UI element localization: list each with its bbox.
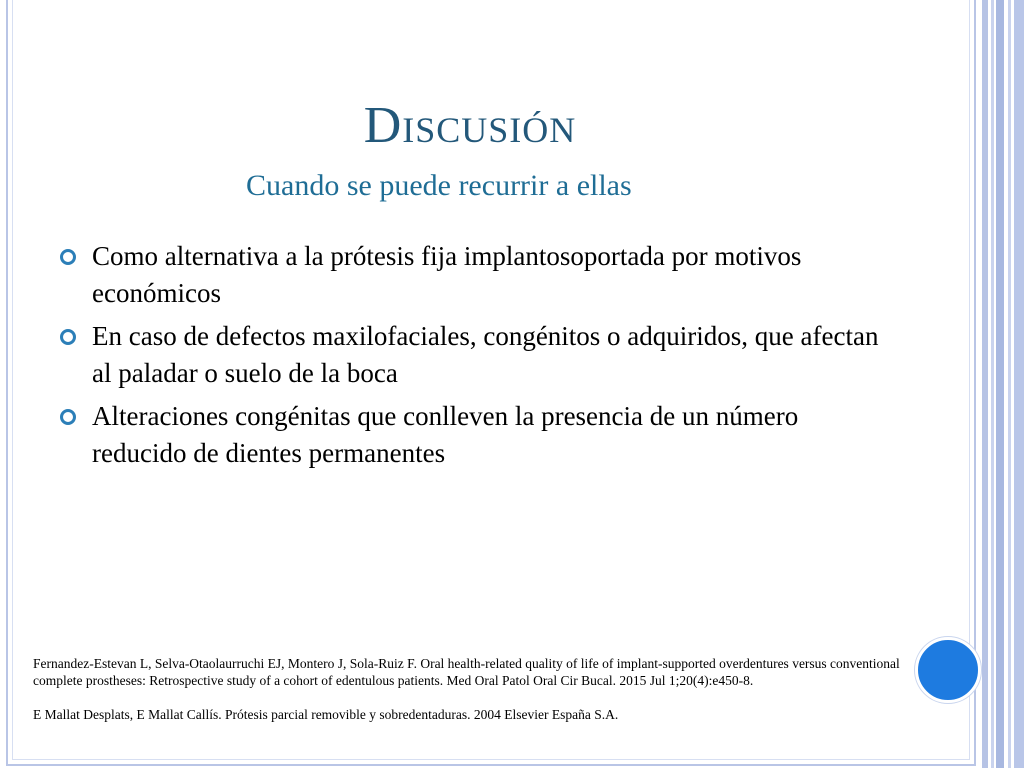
decorative-stripe <box>996 0 1004 768</box>
reference-item: Fernandez-Estevan L, Selva-Otaolaurruchi EJ, Montero J, Sola-Ruiz F. Oral health-related quality of life of implant-supported overdentures versus conventional complete prostheses: Retrospective study of a cohort of edentulous patients. Med Oral Patol Oral Cir Bucal. 2015 Jul 1;20(4):e450-8. <box>33 656 900 688</box>
reference-item: E Mallat Desplats, E Mallat Callís. Prótesis parcial removible y sobredentaduras. 2004 Elsevier España S.A. <box>33 707 619 722</box>
bullet-text: En caso de defectos maxilofaciales, congénitos o adquiridos, que afectan al paladar o suelo de la boca <box>92 321 879 388</box>
bullet-list <box>60 238 880 478</box>
bullet-icon <box>60 249 76 265</box>
decorative-stripe <box>1008 0 1011 768</box>
decorative-stripe <box>1014 0 1024 768</box>
bullet-icon <box>60 329 76 345</box>
decorative-stripe <box>982 0 988 768</box>
bullet-item <box>60 318 880 392</box>
bullet-text: Como alternativa a la prótesis fija implantosoportada por motivos económicos <box>92 241 802 308</box>
references <box>33 655 933 723</box>
slide-title: Discusión <box>363 97 577 154</box>
bullet-item <box>60 238 880 312</box>
bullet-icon <box>60 409 76 425</box>
decorative-stripe <box>991 0 994 768</box>
bullet-item <box>60 398 880 472</box>
bullet-text: Alteraciones congénitas que conlleven la presencia de un número reducido de dientes permanentes <box>92 401 799 468</box>
slide-subtitle: Cuando se puede recurrir a ellas <box>246 169 632 202</box>
circle-icon <box>915 637 981 703</box>
